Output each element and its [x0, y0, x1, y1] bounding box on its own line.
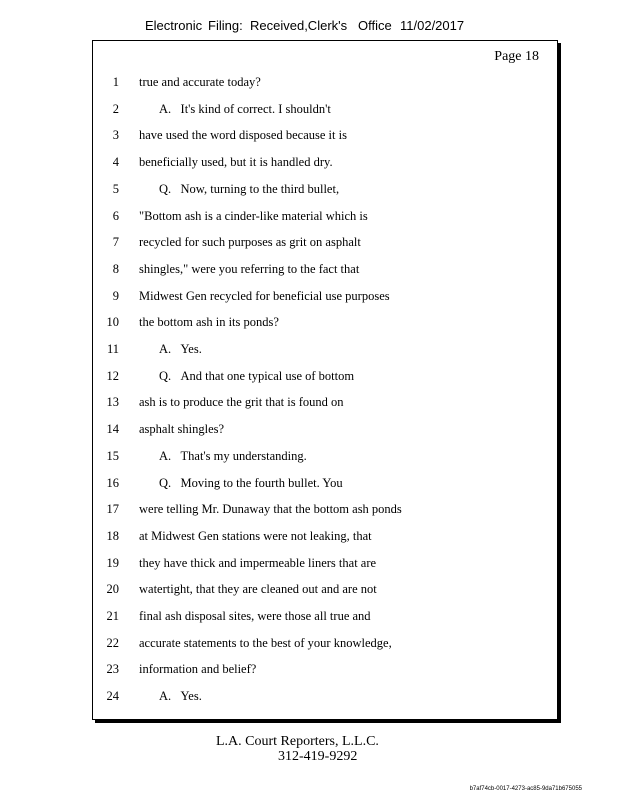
transcript-line	[93, 262, 557, 282]
transcript-line	[93, 529, 557, 549]
transcript-line	[93, 422, 557, 442]
transcript-line	[93, 182, 557, 202]
header-office: Office	[358, 18, 392, 33]
transcript-line	[93, 128, 557, 148]
line-text: recycled for such purposes as grit on asphalt	[139, 235, 361, 250]
line-text: information and belief?	[139, 662, 257, 677]
line-text: shingles," were you referring to the fact that	[139, 261, 360, 276]
line-number: 17	[106, 502, 119, 517]
transcript-line	[93, 662, 557, 682]
line-number: 22	[106, 635, 119, 650]
line-number: 23	[106, 662, 119, 677]
transcript-line	[93, 556, 557, 576]
line-number: 11	[106, 342, 119, 356]
document-hash: b7af74cb-0017-4273-ac85-9da71b675055	[469, 786, 582, 792]
line-text: accurate statements to the best of your knowledge,	[139, 635, 392, 650]
transcript-line	[93, 209, 557, 229]
line-number: 1	[112, 75, 119, 89]
line-number: 10	[106, 315, 119, 330]
transcript-line	[93, 235, 557, 255]
transcript-line	[93, 395, 557, 415]
line-number: 2	[112, 101, 119, 116]
transcript-line	[93, 75, 557, 95]
line-number: 3	[112, 128, 119, 143]
transcript-line	[93, 449, 557, 469]
footer-phone: 312-419-9292	[278, 749, 358, 764]
line-text: were telling Mr. Dunaway that the bottom ash ponds	[139, 502, 402, 517]
footer-company: L.A. Court Reporters, L.L.C.	[216, 734, 379, 749]
line-number: 5	[112, 181, 119, 196]
line-number: 14	[106, 422, 119, 437]
line-number: 21	[106, 609, 119, 623]
transcript-line	[93, 315, 557, 335]
transcript-line	[93, 102, 557, 122]
line-text: at Midwest Gen stations were not leaking, that	[139, 528, 372, 543]
line-text: beneficially used, but it is handled dry.	[139, 155, 333, 170]
transcript-line	[93, 689, 557, 709]
header-filing: Filing:	[208, 18, 243, 33]
line-number: 4	[112, 155, 119, 170]
page-number: Page 18	[494, 49, 539, 64]
line-number: 9	[112, 288, 119, 303]
line-number: 6	[112, 208, 119, 223]
line-text: Q. Now, turning to the third bullet,	[159, 181, 340, 196]
line-number: 12	[106, 368, 119, 383]
line-text: final ash disposal sites, were those all true and	[139, 609, 371, 623]
line-number: 20	[106, 582, 119, 597]
line-number: 16	[106, 475, 119, 490]
transcript-line	[93, 155, 557, 175]
line-text: asphalt shingles?	[139, 422, 225, 437]
line-text: have used the word disposed because it is	[139, 128, 347, 143]
transcript-line	[93, 289, 557, 309]
header-date: 11/02/2017	[400, 18, 465, 33]
transcript-line	[93, 609, 557, 629]
transcript-line	[93, 369, 557, 389]
line-number: 19	[106, 555, 119, 570]
line-text: A. Yes.	[159, 342, 202, 356]
header-electronic: Electronic	[145, 18, 203, 33]
line-text: they have thick and impermeable liners that are	[139, 555, 377, 570]
filing-stamp-header	[0, 18, 618, 38]
line-number: 24	[106, 689, 119, 704]
line-text: ash is to produce the grit that is found on	[139, 395, 344, 410]
line-text: A. It's kind of correct. I shouldn't	[159, 101, 331, 116]
line-number: 7	[112, 235, 119, 250]
line-text: Midwest Gen recycled for beneficial use purposes	[139, 288, 390, 303]
line-text: true and accurate today?	[139, 75, 261, 89]
line-text: watertight, that they are cleaned out and are not	[139, 582, 377, 597]
line-number: 18	[106, 528, 119, 543]
line-text: A. Yes.	[159, 689, 202, 704]
transcript-line	[93, 476, 557, 496]
transcript-line	[93, 636, 557, 656]
transcript-page	[92, 40, 558, 720]
line-text: the bottom ash in its ponds?	[139, 315, 279, 330]
line-text: "Bottom ash is a cinder-like material which is	[139, 208, 368, 223]
line-text: Q. And that one typical use of bottom	[159, 368, 355, 383]
transcript-line	[93, 582, 557, 602]
line-text: Q. Moving to the fourth bullet. You	[159, 475, 343, 490]
line-number: 15	[106, 448, 119, 463]
line-text: A. That's my understanding.	[159, 448, 307, 463]
transcript-line	[93, 342, 557, 362]
line-number: 13	[106, 395, 119, 410]
transcript-line	[93, 502, 557, 522]
header-received: Received,Clerk's	[250, 18, 348, 33]
line-number: 8	[112, 261, 119, 276]
